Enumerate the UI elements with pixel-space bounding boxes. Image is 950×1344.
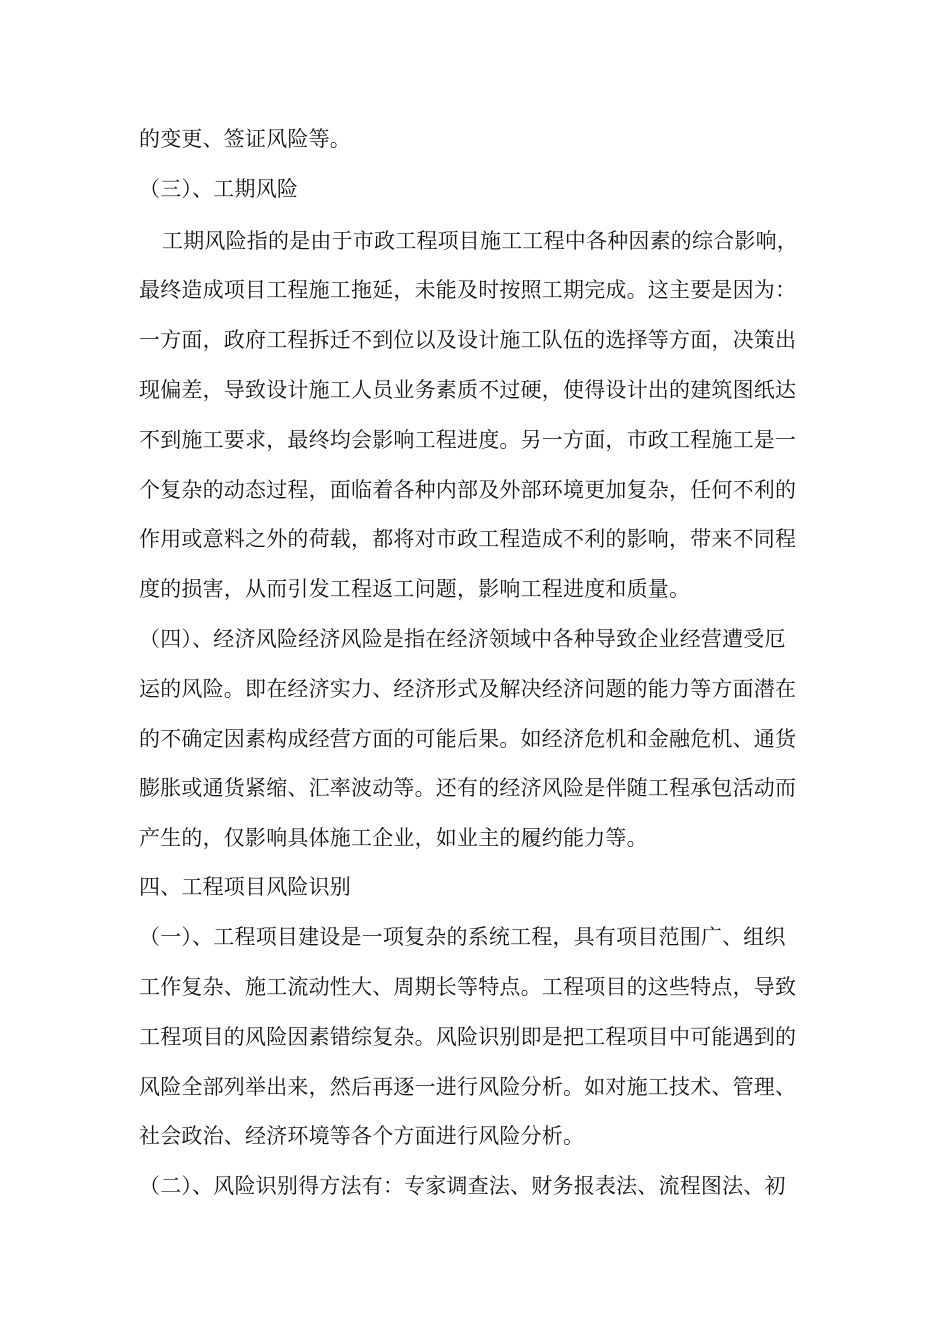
section-heading: （三）、工期风险 [139,177,299,201]
text-line: 最终造成项目工程施工拖延，未能及时按照工期完成。这主要是因为： [139,278,797,302]
paragraph-first-line: 工期风险指的是由于市政工程项目施工工程中各种因素的综合影响， [162,229,798,253]
text-line: 产生的，仅影响具体施工企业，如业主的履约能力等。 [139,826,648,850]
text-line: 膨胀或通货紧缩、汇率波动等。还有的经济风险是伴随工程承包活动而 [139,776,797,800]
text-line: 现偏差，导致设计施工人员业务素质不过硬，使得设计出的建筑图纸达 [139,378,797,402]
text-line: 风险全部列举出来，然后再逐一进行风险分析。如对施工技术、管理、 [139,1075,797,1099]
text-line: 个复杂的动态过程，面临着各种内部及外部环境更加复杂，任何不利的 [139,478,797,502]
text-line: 不到施工要求，最终均会影响工程进度。另一方面，市政工程施工是一 [139,428,797,452]
section-heading: 四、工程项目风险识别 [139,875,351,899]
text-line: 社会政治、经济环境等各个方面进行风险分析。 [139,1124,585,1148]
text-line: （二）、风险识别得方法有：专家调查法、财务报表法、流程图法、初 [139,1174,786,1198]
text-line: 运的风险。即在经济实力、经济形式及解决经济问题的能力等方面潜在 [139,677,797,701]
text-line: 一方面，政府工程拆迁不到位以及设计施工队伍的选择等方面，决策出 [139,328,797,352]
text-line: 的变更、签证风险等。 [139,127,351,151]
text-line: 的不确定因素构成经营方面的可能后果。如经济危机和金融危机、通货 [139,727,797,751]
text-line: 工程项目的风险因素错综复杂。风险识别即是把工程项目中可能遇到的 [139,1025,797,1049]
text-line: （一）、工程项目建设是一项复杂的系统工程，具有项目范围广、组织 [139,925,786,949]
text-line: 作用或意料之外的荷载，都将对市政工程造成不利的影响，带来不同程 [139,527,797,551]
text-line: 工作复杂、施工流动性大、周期长等特点。工程项目的这些特点，导致 [139,975,797,999]
text-line: 度的损害，从而引发工程返工问题，影响工程进度和质量。 [139,577,691,601]
text-line: （四）、经济风险经济风险是指在经济领域中各种导致企业经营遭受厄 [139,627,786,651]
